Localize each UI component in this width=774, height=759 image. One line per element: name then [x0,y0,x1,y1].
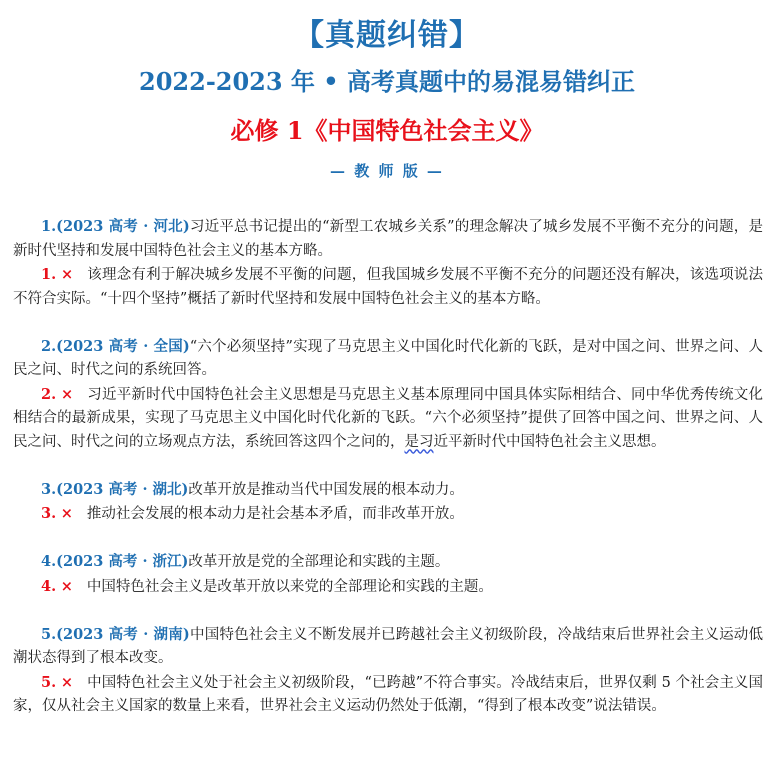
answer-statement [13,671,763,719]
question-item-4 [13,550,763,599]
answer-text: 该理念有利于解决城乡发展不平衡的问题，但我国城乡发展不平衡不充分的问题还没有解决，该选项说法不符合实际。“十四个坚持”概括了新时代坚持和发展中国特色社会主义的基本方略。 [13,267,764,307]
answer-statement [13,383,763,455]
answer-number: 4. [41,577,57,595]
question-item-1 [13,215,763,311]
question-text: 中国特色社会主义不断发展并已跨越社会主义初级阶段，冷战结束后世界社会主义运动低潮状态得到了根本改变。 [13,626,763,666]
question-number: 5. [41,625,57,643]
answer-number: 3. [41,505,57,522]
spellcheck-underline: 是习 [404,433,434,450]
answer-number: 2. [41,385,57,403]
page-title: 【真题纠错】 [294,18,480,53]
wrong-mark-icon: × [60,577,73,595]
question-number: 4. [41,553,57,570]
question-statement [13,215,763,263]
question-item-3 [13,478,763,527]
answer-text: 中国特色社会主义处于社会主义初级阶段，“已跨越”不符合事实。冷战结束后，世界仅剩 5 个社会主义国家，仅从社会主义国家的数量上来看，世界社会主义运动仍然处于低潮，“得到了根本改变”说法错误。 [13,674,764,714]
answer-statement [13,263,763,311]
module-title: 必修 1《中国特色社会主义》 [230,116,544,145]
question-statement [13,623,763,671]
question-source: (2023 高考 · 河北) [56,218,190,235]
answer-text: 中国特色社会主义是改革开放以来党的全部理论和实践的主题。 [86,578,493,595]
question-source: (2023 高考 · 全国) [56,337,190,355]
question-source: (2023 高考 · 湖南) [56,625,190,643]
answer-statement [13,575,763,600]
question-statement [13,550,763,575]
wrong-mark-icon: × [60,505,73,522]
edition-label: — 教 师 版 — [330,162,444,180]
question-text: 改革开放是党的全部理论和实践的主题。 [188,554,450,570]
page-subtitle: 2022-2023 年 • 高考真题中的易混易错纠正 [139,67,635,96]
question-source: (2023 高考 · 浙江) [56,553,189,570]
question-text: 改革开放是推动当代中国发展的根本动力。 [188,481,464,498]
question-text: 习近平总书记提出的“新型工农城乡关系”的理念解决了城乡发展不平衡不充分的问题，是新时代坚持和发展中国特色社会主义的基本方略。 [13,219,763,259]
answer-text: 推动社会发展的根本动力是社会基本矛盾，而非改革开放。 [86,506,464,522]
answer-statement [13,502,763,527]
question-item-2 [13,335,763,455]
wrong-mark-icon: × [60,673,74,691]
answer-text: 习近平新时代中国特色社会主义思想是马克思主义基本原理同中国具体实际相结合、同中华优秀传统文化相结合的最新成果，实现了马克思主义中国化时代化新的飞跃。“六个必须坚持”提供了回答中国之问、世界之问、人民之问、时代之问的立场观点方法，系统回答这四个之问的， [13,386,764,450]
question-list [13,215,763,742]
answer-number: 1. [41,266,57,283]
answer-text-end: 近平新时代中国特色社会主义思想。 [433,433,666,450]
wrong-mark-icon: × [60,385,74,403]
question-number: 1. [41,218,57,235]
question-source: (2023 高考 · 湖北) [56,480,189,498]
answer-number: 5. [41,673,57,691]
question-number: 2. [41,337,57,355]
question-statement [13,335,763,383]
question-statement [13,478,763,503]
question-number: 3. [41,480,57,498]
question-text: “六个必须坚持”实现了马克思主义中国化时代化新的飞跃，是对中国之问、世界之问、人民之问、时代之问的系统回答。 [13,338,763,378]
wrong-mark-icon: × [60,266,74,283]
question-item-5 [13,623,763,719]
